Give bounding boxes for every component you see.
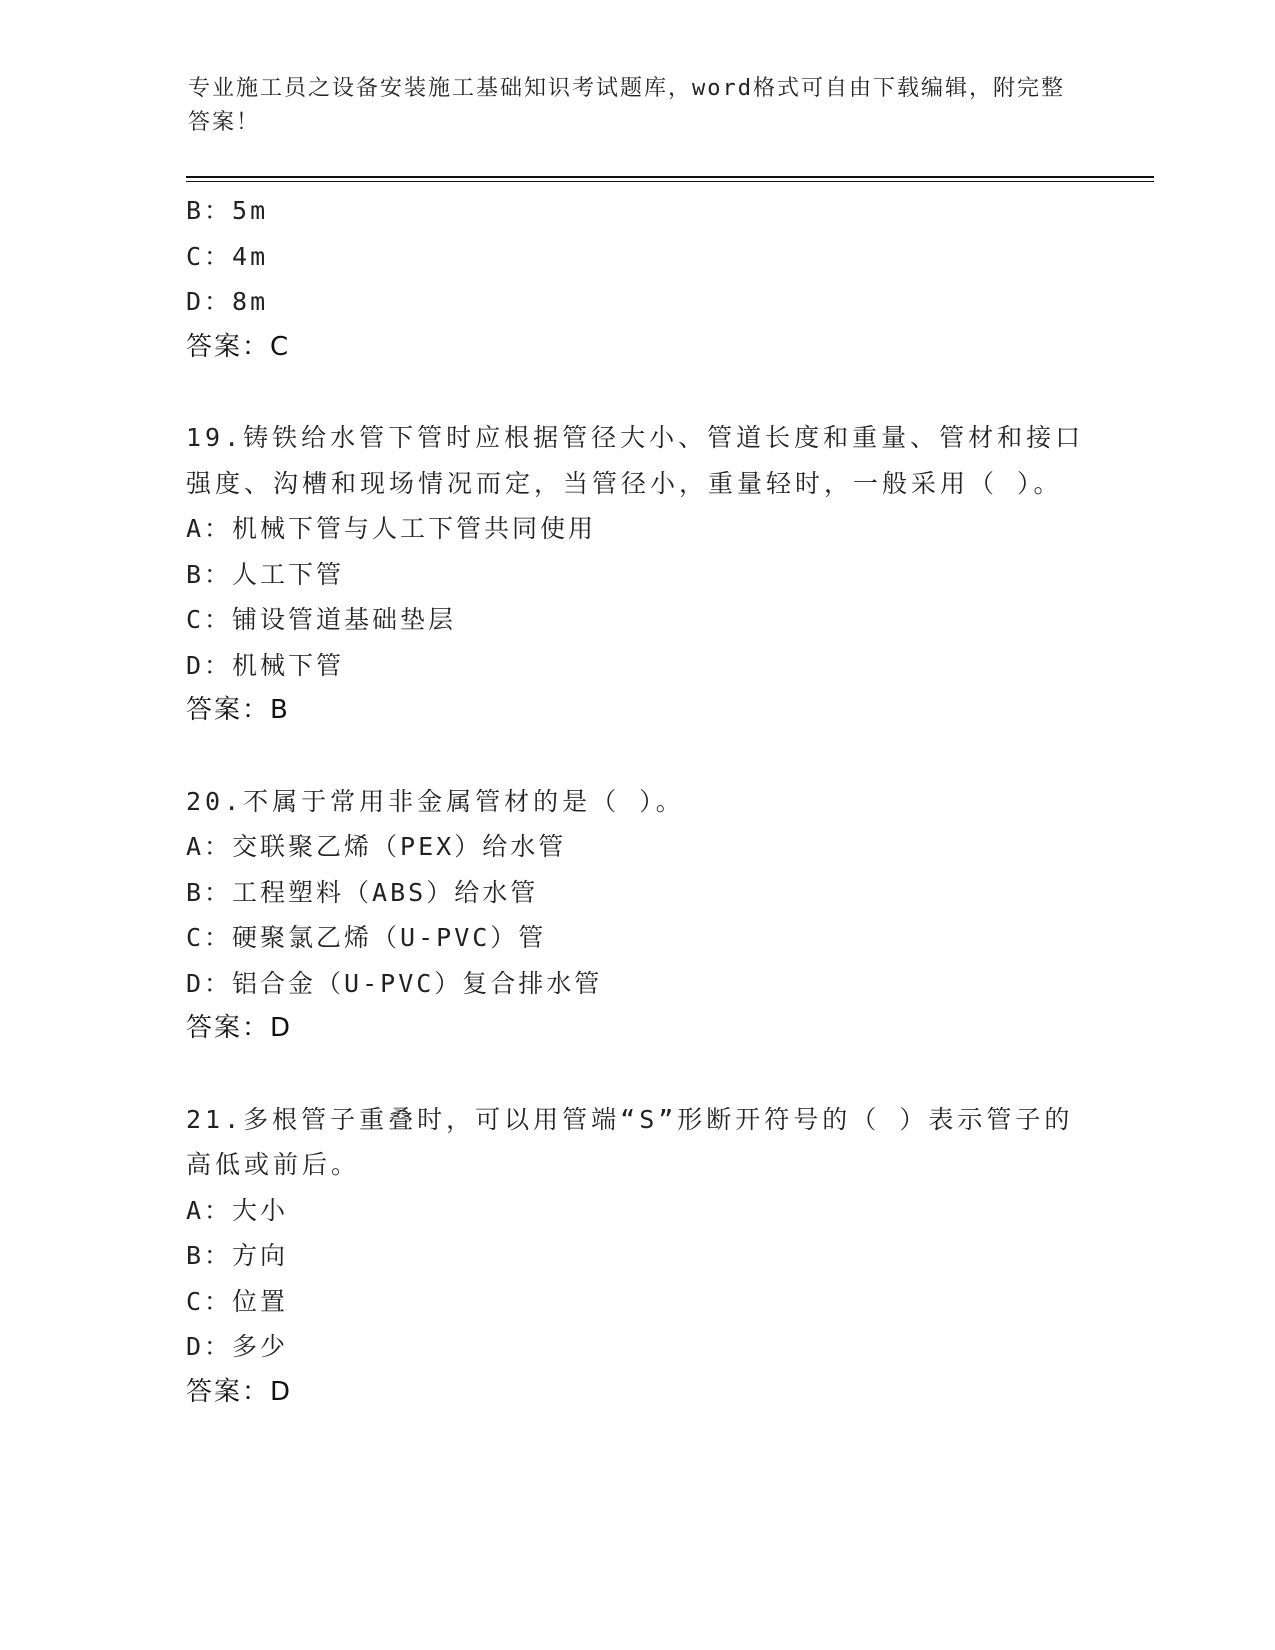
question-20 <box>186 779 1086 1052</box>
option: C：硬聚氯乙烯（U-PVC）管 <box>186 923 547 952</box>
answer: 答案：C <box>186 331 291 362</box>
option: B：工程塑料（ABS）给水管 <box>186 877 539 907</box>
option: B：方向 <box>186 1241 289 1270</box>
question-stem: 19.铸铁给水管下管时应根据管径大小、管道长度和重量、管材和接口强度、沟槽和现场情况而定，当管径小，重量轻时，一般采用（ ）。 <box>186 423 1085 498</box>
document-header: 专业施工员之设备安装施工基础知识考试题库，word格式可自由下载编辑，附完整答案！ <box>188 76 1065 135</box>
header-divider <box>186 176 1154 178</box>
question-stem: 20.不属于常用非金属管材的是（ ）。 <box>186 786 685 816</box>
option: D：机械下管 <box>186 650 345 680</box>
answer: 答案：D <box>186 1376 293 1407</box>
option: B：5m <box>186 196 269 225</box>
answer: 答案：D <box>186 1013 293 1043</box>
option: C：4m <box>186 241 269 271</box>
prev-question <box>186 188 1086 370</box>
option: D：铝合金（U-PVC）复合排水管 <box>186 968 603 998</box>
question-19 <box>186 415 1086 734</box>
header-divider-thin <box>186 181 1154 182</box>
answer: 答案：B <box>186 695 290 725</box>
option: D：8m <box>186 287 269 316</box>
question-stem: 21.多根管子重叠时，可以用管端“S”形断开符号的（ ）表示管子的高低或前后。 <box>186 1104 1074 1179</box>
option: C：铺设管道基础垫层 <box>186 605 457 634</box>
option: A：大小 <box>186 1195 289 1225</box>
option: C：位置 <box>186 1286 289 1316</box>
option: D：多少 <box>186 1332 289 1361</box>
option: A：交联聚乙烯（PEX）给水管 <box>186 832 567 861</box>
question-21 <box>186 1097 1086 1416</box>
document-body <box>186 188 1086 1415</box>
option: A：机械下管与人工下管共同使用 <box>186 514 597 543</box>
option: B：人工下管 <box>186 559 345 589</box>
